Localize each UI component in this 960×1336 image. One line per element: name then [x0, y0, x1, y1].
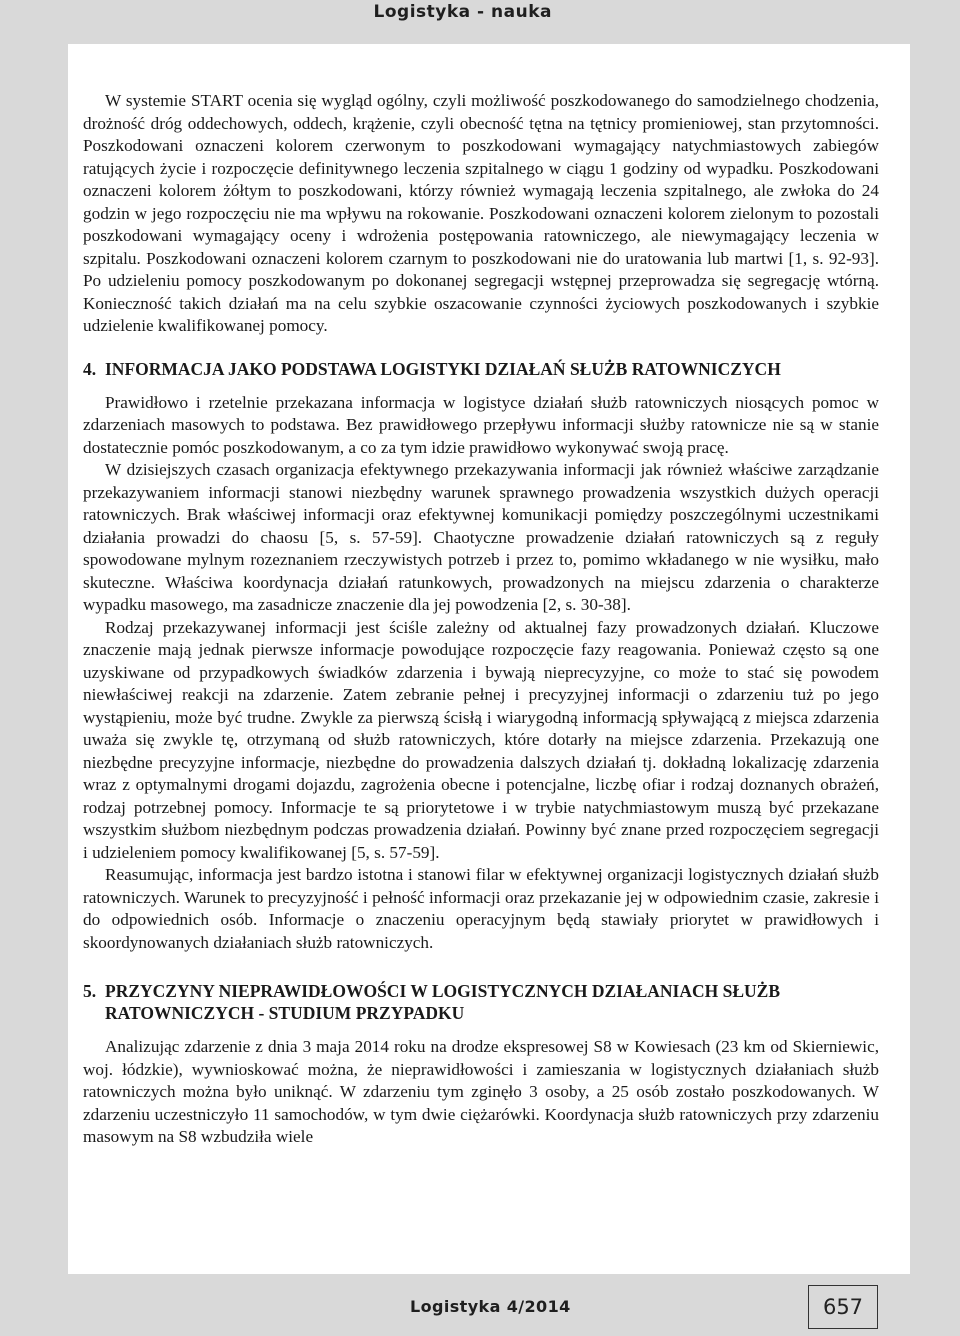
section-4-paragraph: Rodzaj przekazywanej informacji jest ściśle zależny od aktualnej fazy prowadzonych działań. Kluczowe znaczenie mają jednak pierwsze informacje powodujące rozpoczęcie fazy reagowania. Ponieważ często są one uzyskiwane od przypadkowych świadków zdarzenia i bywają nieprecyzyjne, co może to stać się powodem niewłaściwej reakcji na zdarzenie. Zatem zebranie pełnej i precyzyjnej informacji o zdarzeniu tuż po jego wystąpieniu, może być trudne. Zwykle za pierwszą ścisłą i wiarygodną informacją spływającą z miejsca zdarzenia uważa się zwykle tę, otrzymaną od służb ratowniczych, które dotarły na miejsce zdarzenia. Przekazują one niezbędne precyzyjne informacje, niezbędne do prowadzenia dalszych działań tj. dokładną lokalizację zdarzenia wraz z optymalnymi drogami dojazdu, zagrożenia obecne i potencjalne, liczbę ofiar i rodzaj doznanych obrażeń, rodzaj potrzebnej pomocy. Informacje te są priorytetowe i w trybie natychmiastowym muszą być przekazane wszystkim służbom niezbędnym podczas prowadzenia działań. Powinny być znane przed rozpoczęciem segregacji i udzieleniem pomocy kwalifikowanej [5, s. 57-59].	[83, 617, 879, 862]
footer-journal: Logistyka 4/2014	[410, 1297, 571, 1316]
section-4-number: 4.	[83, 358, 97, 379]
page-number: 657	[808, 1285, 878, 1329]
running-header	[0, 0, 960, 26]
page-sheet	[68, 44, 910, 1274]
intro-paragraph: W systemie START ocenia się wygląd ogólny, czyli możliwość poszkodowanego do samodzielnego chodzenia, drożność dróg oddechowych, oddech, krążenie, czyli obecność tętna na tętnicy promieniowej, stan przytomności. Poszkodowani oznaczeni kolorem czerwonym to poszkodowani wymagający natychmiastowych zabiegów ratujących życie i rozpoczęcie definitywnego leczenia szpitalnego w ciągu 1 godziny od wypadku. Poszkodowani oznaczeni kolorem żółtym to poszkodowani, którzy również wymagają leczenia szpitalnego, ale zwłoka do 24 godzin w jego rozpoczęciu nie ma wpływu na rokowanie. Poszkodowani oznaczeni kolorem zielonym to pozostali poszkodowani wymagający oceny i wdrożenia postępowania ratowniczego, ale niewymagający leczenia w szpitalu. Poszkodowani oznaczeni kolorem czarnym to poszkodowani nie do uratowania lub martwi [1, s. 92-93]. Po udzieleniu pomocy poszkodowanym po dokonanej segregacji wstępnej przeprowadza się segregację wtórną. Konieczność takich działań ma na celu szybkie oszacowanie czynności życiowych poszkodowanych i szybkie udzielenie kwalifikowanej pomocy.	[83, 91, 879, 335]
section-4-heading	[83, 358, 879, 380]
section-5-title: PRZYCZYNY NIEPRAWIDŁOWOŚCI W LOGISTYCZNYCH DZIAŁANIACH SŁUŻB RATOWNICZYCH - STUDIUM PRZYPADKU	[105, 981, 781, 1023]
section-4-paragraph: Prawidłowo i rzetelnie przekazana informacja w logistyce działań służb ratowniczych niosących pomoc w zdarzeniach masowych to podstawa. Bez prawidłowego przepływu informacji służby ratownicze nie są w stanie dostatecznie pomóc poszkodowanym, a co za tym idzie prawidłowo wykonywać swoją pracę.	[83, 392, 879, 457]
section-4-paragraph: W dzisiejszych czasach organizacja efektywnego przekazywania informacji jak również właściwe zarządzanie przekazywaniem informacji stanowi niezbędny warunek sprawnego prowadzenia wszystkich dużych operacji ratowniczych. Brak właściwej informacji oraz efektywnej komunikacji pomiędzy poszczególnymi uczestnikami działania prowadzi do chaosu [5, s. 57-59]. Chaotyczne prowadzenie działań ratowniczych są z reguły spowodowane mylnym rozeznaniem rzeczywistych potrzeb i przez to, pomimo wkładanego w nie wysiłku, mało skuteczne. Właściwa koordynacja działań ratunkowych, prowadzonych na miejscu zdarzenia o charakterze wypadku masowego, ma zasadnicze znaczenie dla jej powodzenia [2, s. 30-38].	[83, 460, 879, 614]
section-4-title: INFORMACJA JAKO PODSTAWA LOGISTYKI DZIAŁAŃ SŁUŻB RATOWNICZYCH	[105, 358, 781, 379]
section-5-heading	[83, 980, 879, 1024]
article-body	[83, 90, 879, 1149]
header-title: Logistyka - nauka	[373, 2, 552, 22]
section-5-paragraph: Analizując zdarzenie z dnia 3 maja 2014 roku na drodze ekspresowej S8 w Kowiesach (23 km od Skierniewic, woj. łódzkie), wywnioskować można, że nieprawidłowości i zamieszania w logistycznych działaniach służb ratowniczych można było uniknąć. W zdarzeniu tym zginęło 3 osoby, a 25 osób zostało poszkodowanych. W zdarzeniu uczestniczyło 11 samochodów, w tym dwie ciężarówki. Koordynacja służb ratowniczych przy zdarzeniu masowym na S8 wzbudziła wiele	[83, 1037, 879, 1146]
section-5-number: 5.	[83, 981, 97, 1001]
section-4-paragraph: Reasumując, informacja jest bardzo istotna i stanowi filar w efektywnej organizacji logistycznych działań służb ratowniczych. Warunek to precyzyjność i pełność informacji oraz przekazanie jej w odpowiednim czasie, zakresie i do odpowiednich osób. Informacje o znaczeniu operacyjnym będą stawiały priorytet w prawidłowych i skoordynowanych działaniach służb ratowniczych.	[83, 865, 879, 952]
